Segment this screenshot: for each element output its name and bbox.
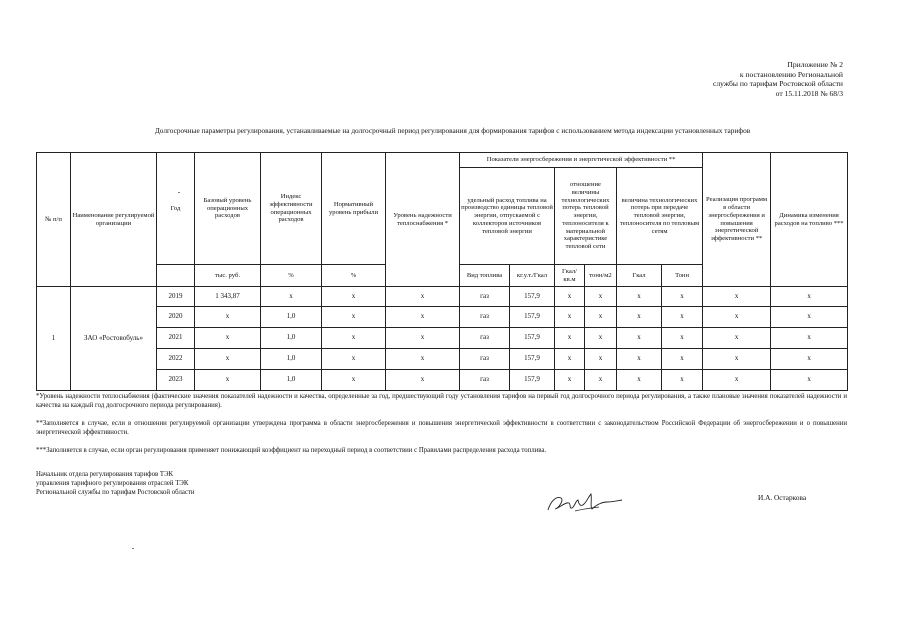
cell-program: x	[703, 370, 771, 391]
header-losses-ratio: отношение величины технологических потерь тепловой энергии, теплоносителя к материальной характеристике тепловой сети	[555, 168, 617, 265]
header-energy-group: Показатели энергосбережения и энергетической эффективности **	[460, 153, 703, 168]
header-program: Реализация программ в области энергосбережения и повышения энергетической эффективности **	[703, 153, 771, 287]
cell-fuel-type: газ	[460, 349, 510, 370]
unit-tonn: Тонн	[662, 265, 703, 287]
header-org: Наименование регулируемой организации	[71, 153, 157, 287]
table-row	[37, 349, 848, 370]
cell-fuel-rate: 157,9	[510, 328, 555, 349]
cell-ratio-gcal: x	[555, 307, 585, 328]
cell-dynamics: x	[771, 349, 848, 370]
cell-reliability: x	[386, 287, 460, 307]
cell-fuel-rate: 157,9	[510, 370, 555, 391]
appendix-line-3: службы по тарифам Ростовской области	[712, 79, 843, 89]
signatory-name: И.А. Остаркова	[758, 493, 807, 502]
cell-fuel-type: газ	[460, 287, 510, 307]
cell-year: 2021	[157, 328, 195, 349]
handwritten-signature	[545, 488, 625, 518]
cell-profit: x	[322, 328, 386, 349]
table-row	[37, 307, 848, 328]
cell-ratio-tonn: x	[585, 287, 617, 307]
appendix-number: Приложение № 2	[787, 60, 843, 69]
cell-fuel-rate: 157,9	[510, 287, 555, 307]
cell-ratio-tonn: x	[585, 349, 617, 370]
cell-fuel-rate: 157,9	[510, 349, 555, 370]
cell-index: 1,0	[261, 349, 322, 370]
cell-fuel-rate: 157,9	[510, 307, 555, 328]
cell-ratio-tonn: x	[585, 307, 617, 328]
cell-gcal: x	[617, 307, 662, 328]
header-profit-level: Нормативный уровень прибыли	[322, 153, 386, 265]
unit-fuel-rate: кг.у.т./Гкал	[510, 265, 555, 287]
unit-ratio-tonn: тонн/м2	[585, 265, 617, 287]
cell-year: 2022	[157, 349, 195, 370]
signatory-line-3: Региональной службы по тарифам Ростовской области	[36, 489, 195, 496]
cell-gcal: x	[617, 349, 662, 370]
header-num: № п/п	[37, 153, 71, 287]
signatory-position	[36, 470, 195, 497]
header-efficiency-index: Индекс эффективности операционных расходов	[261, 153, 322, 265]
unit-fuel-type: Вид топлива	[460, 265, 510, 287]
scan-speck	[132, 548, 134, 549]
cell-profit: x	[322, 287, 386, 307]
cell-tonn: x	[662, 349, 703, 370]
parameters-table	[36, 152, 848, 391]
cell-base: x	[195, 370, 261, 391]
header-losses-value: величина технологических потерь при передаче тепловой энергии, теплоносителя по тепловым сетям	[617, 168, 703, 265]
cell-tonn: x	[662, 328, 703, 349]
cell-gcal: x	[617, 287, 662, 307]
cell-year: 2019	[157, 287, 195, 307]
unit-year-empty	[157, 265, 195, 287]
footnote-fuel-coefficient: ***Заполняется в случае, если орган регулирования применяет понижающий коэффициент на переходный период в соответствии с Правилами распределения расхода топлива.	[36, 447, 547, 454]
cell-reliability: x	[386, 349, 460, 370]
cell-base: 1 343,87	[195, 287, 261, 307]
footnote-energy-program: **Заполняется в случае, если в отношении регулируемой организации утверждена программа в области энергосбережения и повышения энергетической эффективности в соответствии с законодательством Российской Федерации об энергосбережении и о повышении энергетической эффективности.	[36, 420, 847, 437]
cell-profit: x	[322, 370, 386, 391]
header-reliability: Уровень надежности теплоснабжения *	[386, 153, 460, 287]
cell-program: x	[703, 328, 771, 349]
cell-dynamics: x	[771, 307, 848, 328]
cell-ratio-gcal: x	[555, 370, 585, 391]
cell-ratio-gcal: x	[555, 287, 585, 307]
cell-index: x	[261, 287, 322, 307]
unit-index: %	[261, 265, 322, 287]
cell-index: 1,0	[261, 370, 322, 391]
cell-ratio-gcal: x	[555, 349, 585, 370]
org-name: ЗАО «Ростовобуль»	[71, 287, 157, 391]
cell-fuel-type: газ	[460, 370, 510, 391]
unit-ratio-gcal: Гкал/ кв.м	[555, 265, 585, 287]
cell-fuel-type: газ	[460, 328, 510, 349]
cell-ratio-gcal: x	[555, 328, 585, 349]
appendix-date: от 15.11.2018 № 68/3	[775, 88, 843, 98]
cell-fuel-type: газ	[460, 307, 510, 328]
cell-ratio-tonn: x	[585, 328, 617, 349]
cell-dynamics: x	[771, 328, 848, 349]
cell-profit: x	[322, 349, 386, 370]
cell-tonn: x	[662, 307, 703, 328]
cell-base: x	[195, 307, 261, 328]
header-year: Год	[157, 153, 195, 265]
cell-profit: x	[322, 307, 386, 328]
header-fuel-rate: удельный расход топлива на производство единицы тепловой энергии, отпускаемой с коллекторов источников тепловой энергии	[460, 168, 555, 265]
appendix-block	[713, 60, 843, 98]
cell-year: 2023	[157, 370, 195, 391]
cell-tonn: x	[662, 287, 703, 307]
table-row	[37, 328, 848, 349]
cell-reliability: x	[386, 328, 460, 349]
cell-program: x	[703, 287, 771, 307]
signatory-line-2: управления тарифного регулирования отраслей ТЭК	[36, 480, 189, 487]
cell-index: 1,0	[261, 328, 322, 349]
unit-gcal: Гкал	[617, 265, 662, 287]
header-base-opex: Базовый уровень операционных расходов	[195, 153, 261, 265]
signatory-line-1: Начальник отдела регулирования тарифов ТЭК	[36, 471, 174, 478]
org-number: 1	[37, 287, 71, 391]
cell-dynamics: x	[771, 370, 848, 391]
cell-index: 1,0	[261, 307, 322, 328]
cell-reliability: x	[386, 307, 460, 328]
cell-base: x	[195, 349, 261, 370]
cell-dynamics: x	[771, 287, 848, 307]
cell-gcal: x	[617, 370, 662, 391]
cell-program: x	[703, 349, 771, 370]
scan-speck	[178, 192, 180, 193]
table-row	[37, 370, 848, 391]
cell-ratio-tonn: x	[585, 370, 617, 391]
cell-program: x	[703, 307, 771, 328]
cell-base: x	[195, 328, 261, 349]
header-fuel-dynamics: Динамика изменения расходов на топливо ***	[771, 153, 848, 287]
document-title: Долгосрочные параметры регулирования, устанавливаемые на долгосрочный период регулирования для формирования тарифов с использованием метода индексации установленных тарифов	[154, 126, 751, 135]
table-row	[37, 287, 848, 307]
cell-reliability: x	[386, 370, 460, 391]
unit-profit: %	[322, 265, 386, 287]
unit-base: тыс. руб.	[195, 265, 261, 287]
cell-tonn: x	[662, 370, 703, 391]
appendix-line-2: к постановлению Региональной	[739, 69, 843, 79]
footnote-reliability: *Уровень надежности теплоснабжения (фактические значения показателей надежности и качества, определенные за год, предшествующий году установления тарифов на первый год долгосрочного периода регулирования, а также плановые значения показателей надежности и качества на каждый год долгосрочного периода регулирования).	[36, 393, 847, 410]
cell-gcal: x	[617, 328, 662, 349]
cell-year: 2020	[157, 307, 195, 328]
